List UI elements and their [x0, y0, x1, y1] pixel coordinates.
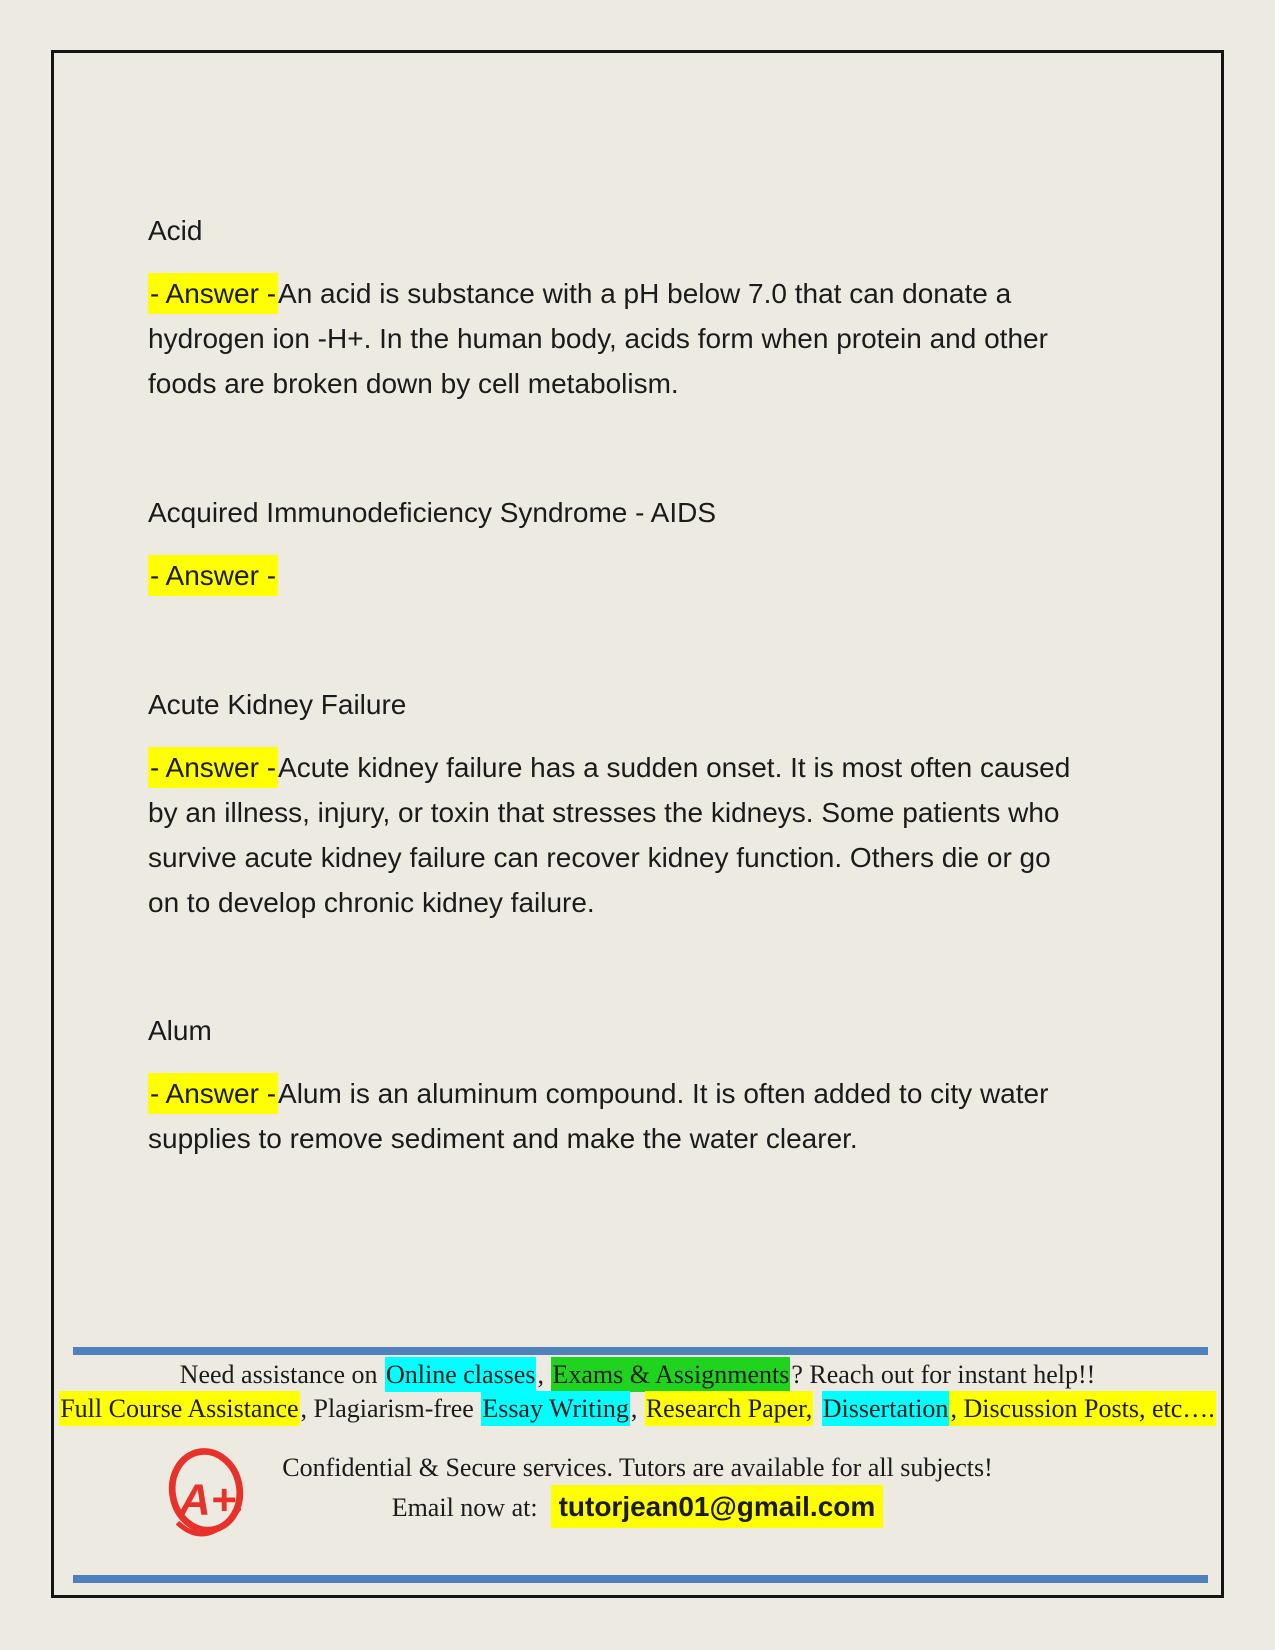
footer-text-segment: , [630, 1394, 644, 1423]
term-heading-alum: Alum [148, 1015, 212, 1046]
footer-assistance-line [54, 1358, 1221, 1392]
footer-text-segment: Full Course Assistance [59, 1391, 299, 1426]
footer-text-segment: Need assistance on [179, 1360, 384, 1389]
answer-text: Acute kidney failure has a sudden onset. It is most often caused by an illness, injury, or toxin that stresses the kidneys. Some patients who survive acute kidney failure can recover kidney function. Others die or go on to develop chronic kidney failure. [148, 752, 1071, 918]
term-heading-acid: Acid [148, 215, 203, 246]
footer-text-segment [813, 1391, 822, 1426]
answer-paragraph-alum [148, 1071, 1078, 1161]
answer-label-highlight: - Answer - [148, 747, 278, 788]
divider-rule-bottom [73, 1575, 1208, 1583]
footer-text-segment: Dissertation [822, 1391, 950, 1426]
logo-text: A+ [179, 1475, 237, 1525]
page-border-frame [51, 50, 1224, 1598]
answer-paragraph-acid [148, 271, 1078, 406]
footer-text-segment: Essay Writing [481, 1391, 630, 1426]
footer-text-segment: Exams & Assignments [551, 1357, 790, 1392]
answer-paragraph-aids [148, 553, 1078, 598]
answer-text: An acid is substance with a pH below 7.0 that can donate a hydrogen ion -H+. In the human body, acids form when protein and other foods are broken down by cell metabolism. [148, 278, 1048, 399]
footer-text-segment: , Plagiarism-free [300, 1394, 481, 1423]
answer-paragraph-acute-kidney-failure [148, 745, 1078, 925]
email-address: tutorjean01@gmail.com [551, 1485, 884, 1528]
term-heading-acute-kidney-failure: Acute Kidney Failure [148, 689, 407, 720]
term-heading-aids: Acquired Immunodeficiency Syndrome - AIDS [148, 497, 717, 528]
confidential-line: Confidential & Secure services. Tutors are available for all subjects! [282, 1453, 993, 1482]
answer-label-highlight: - Answer - [148, 1073, 278, 1114]
footer-text-segment: , [537, 1360, 551, 1389]
footer-text-segment: Online classes [385, 1357, 536, 1392]
divider-rule-top [73, 1347, 1208, 1355]
footer-text-segment: , Discussion Posts, etc…. [949, 1391, 1215, 1426]
footer-text-segment: Research Paper, [645, 1391, 813, 1426]
email-contact-line [54, 1490, 1221, 1525]
answer-text: Alum is an aluminum compound. It is often added to city water supplies to remove sediment and make the water clearer. [148, 1078, 1049, 1154]
footer-services-line [54, 1392, 1221, 1426]
answer-label-highlight: - Answer - [148, 273, 278, 314]
answer-label-highlight: - Answer - [148, 555, 278, 596]
footer-text-segment: ? Reach out for instant help!! [791, 1360, 1096, 1389]
email-label: Email now at: [391, 1493, 538, 1522]
spacer [538, 1493, 551, 1522]
